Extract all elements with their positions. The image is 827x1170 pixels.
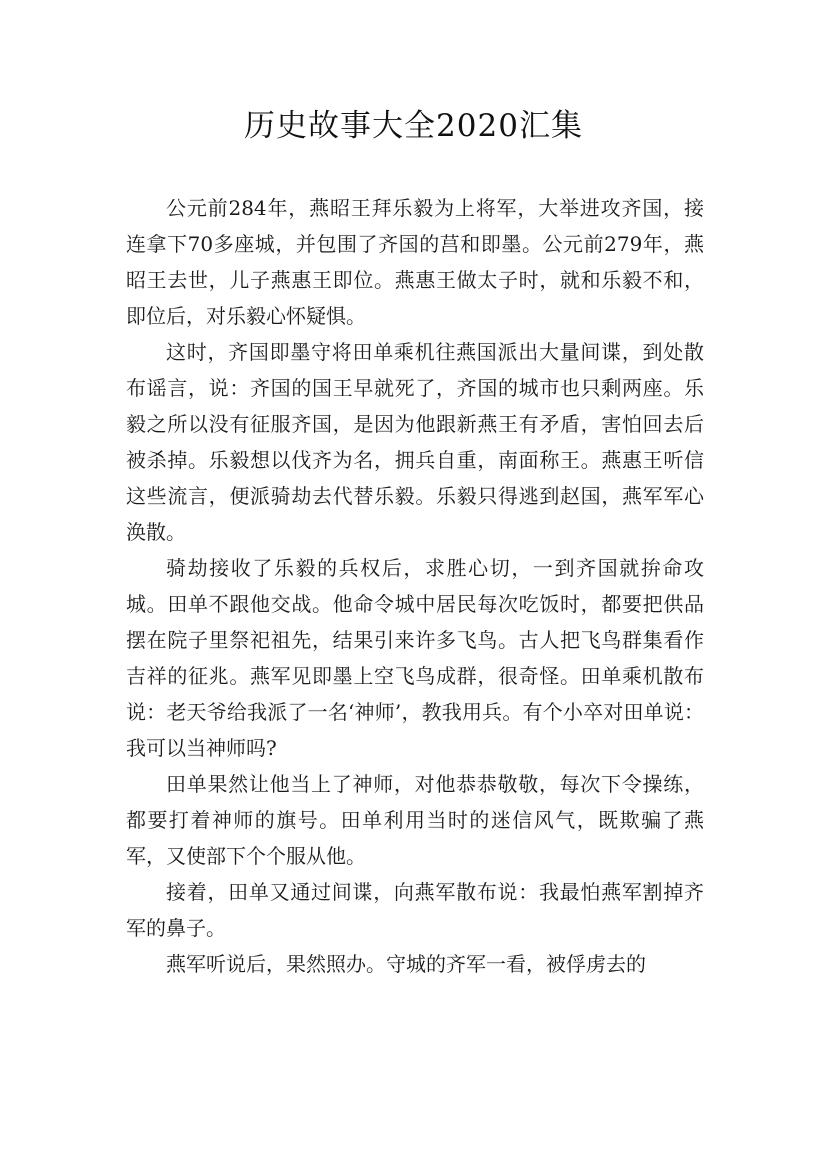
paragraph: 燕军听说后，果然照办。守城的齐军一看，被俘虏去的 bbox=[166, 952, 646, 976]
paragraph: 接着，田单又通过间谍，向燕军散布说：我最怕燕军割掉齐军的鼻子。 bbox=[126, 880, 704, 940]
document-body bbox=[126, 190, 704, 982]
paragraph: 骑劫接收了乐毅的兵权后，求胜心切，一到齐国就拚命攻城。田单不跟他交战。他命令城中居民每次吃饭时，都要把供品摆在院子里祭祀祖先，结果引来许多飞鸟。古人把飞鸟群集看作吉祥的征兆。燕军见即墨上空飞鸟成群，很奇怪。田单乘机散布说：老天爷给我派了一名‘神师’，教我用兵。有个小卒对田单说：我可以当神师吗? bbox=[126, 556, 704, 760]
paragraph: 田单果然让他当上了神师，对他恭恭敬敬，每次下令操练，都要打着神师的旗号。田单利用当时的迷信风气，既欺骗了燕军，又使部下个个服从他。 bbox=[126, 772, 704, 868]
paragraph: 公元前284年，燕昭王拜乐毅为上将军，大举进攻齐国，接连拿下70多座城，并包围了齐国的莒和即墨。公元前279年，燕昭王去世，儿子燕惠王即位。燕惠王做太子时，就和乐毅不和，即位后，对乐毅心怀疑惧。 bbox=[126, 196, 704, 328]
paragraph: 这时，齐国即墨守将田单乘机往燕国派出大量间谍，到处散布谣言，说：齐国的国王早就死了，齐国的城市也只剩两座。乐毅之所以没有征服齐国，是因为他跟新燕王有矛盾，害怕回去后被杀掉。乐毅想以伐齐为名，拥兵自重，南面称王。燕惠王听信这些流言，便派骑劫去代替乐毅。乐毅只得逃到赵国，燕军军心涣散。 bbox=[126, 340, 704, 544]
document-title: 历史故事大全2020汇集 bbox=[244, 108, 583, 144]
